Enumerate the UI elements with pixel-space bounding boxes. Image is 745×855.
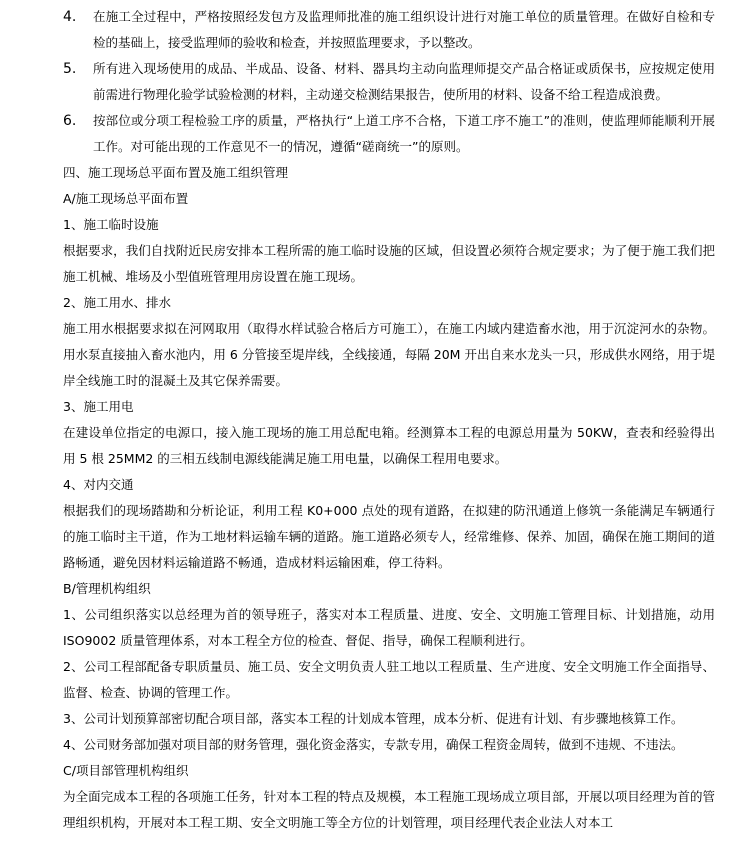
paragraph-traffic: 根据我们的现场踏勘和分析论证，利用工程 K0+000 点处的现有道路，在拟建的防汛通道上修筑一条能满足车辆通行的施工临时主干道，作为工地材料运输车辆的道路。施工道路必须专人，经常维修、保养、加固，确保在施工期间的道路畅通，避免因材料运输道路不畅通，造成材料运输困难，停工待料。: [63, 503, 715, 570]
subsection-heading-a: A/施工现场总平面布置: [63, 191, 189, 206]
section-heading: 四、施工现场总平面布置及施工组织管理: [63, 165, 289, 180]
item-number: 6.: [63, 113, 77, 129]
numbered-item-6: [63, 108, 715, 160]
item-heading-temporary-facilities: 1、施工临时设施: [63, 217, 159, 232]
paragraph-c: 为全面完成本工程的各项施工任务，针对本工程的特点及规模，本工程施工现场成立项目部，开展以项目经理为首的管理组织机构，开展对本工程工期、安全文明施工等全方位的计划管理，项目经理代表企业法人对本工: [63, 789, 715, 830]
numbered-item-4: [63, 4, 715, 56]
item-number: 4.: [63, 9, 77, 25]
paragraph-b1: 1、公司组织落实以总经理为首的领导班子，落实对本工程质量、进度、安全、文明施工管理目标、计划措施，动用 ISO9002 质量管理体系，对本工程全方位的检查、督促、指导，确保工程顺利进行。: [63, 607, 715, 648]
numbered-item-5: [63, 56, 715, 108]
paragraph-b3: 3、公司计划预算部密切配合项目部，落实本工程的计划成本管理，成本分析、促进有计划、有步骤地核算工作。: [63, 711, 684, 726]
item-number: 5.: [63, 61, 77, 77]
paragraph-b4: 4、公司财务部加强对项目部的财务管理，强化资金落实，专款专用，确保工程资金周转，做到不违规、不违法。: [63, 737, 684, 752]
item-text: 按部位或分项工程检验工序的质量，严格执行“上道工序不合格，下道工序不施工”的准则，使监理师能顺利开展工作。对可能出现的工作意见不一的情况，遵循“磋商统一”的原则。: [93, 113, 715, 154]
item-heading-traffic: 4、对内交通: [63, 477, 134, 492]
subsection-heading-c: C/项目部管理机构组织: [63, 763, 189, 778]
item-text: 所有进入现场使用的成品、半成品、设备、材料、器具均主动向监理师提交产品合格证或质保书，应按规定使用前需进行物理化验学试验检测的材料，主动递交检测结果报告，使所用的材料、设备不给工程造成浪费。: [93, 61, 715, 102]
item-text: 在施工全过程中，严格按照经发包方及监理师批准的施工组织设计进行对施工单位的质量管理。在做好自检和专检的基础上，接受监理师的验收和检查，并按照监理要求，予以整改。: [93, 9, 715, 50]
item-heading-power: 3、施工用电: [63, 399, 134, 414]
paragraph-temporary-facilities: 根据要求，我们自找附近民房安排本工程所需的施工临时设施的区域，但设置必须符合规定要求；为了便于施工我们把施工机械、堆场及小型值班管理用房设置在施工现场。: [63, 243, 715, 284]
subsection-heading-b: B/管理机构组织: [63, 581, 151, 596]
paragraph-b2: 2、公司工程部配备专职质量员、施工员、安全文明负责人驻工地以工程质量、生产进度、安全文明施工作全面指导、监督、检查、协调的管理工作。: [63, 659, 715, 700]
paragraph-power: 在建设单位指定的电源口，接入施工现场的施工用总配电箱。经测算本工程的电源总用量为 50KW，查表和经验得出用 5 根 25MM2 的三相五线制电源线能满足施工用电量，以确保工程用电要求。: [63, 425, 715, 466]
item-heading-water: 2、施工用水、排水: [63, 295, 171, 310]
paragraph-water: 施工用水根据要求拟在河网取用（取得水样试验合格后方可施工），在施工内域内建造畜水池，用于沉淀河水的杂物。用水泵直接抽入畜水池内，用 6 分管接至堤岸线，全线接通，每隔 20M 开出自来水龙头一只，形成供水网络，用于堤岸全线施工时的混凝土及其它保养需要。: [63, 321, 715, 388]
